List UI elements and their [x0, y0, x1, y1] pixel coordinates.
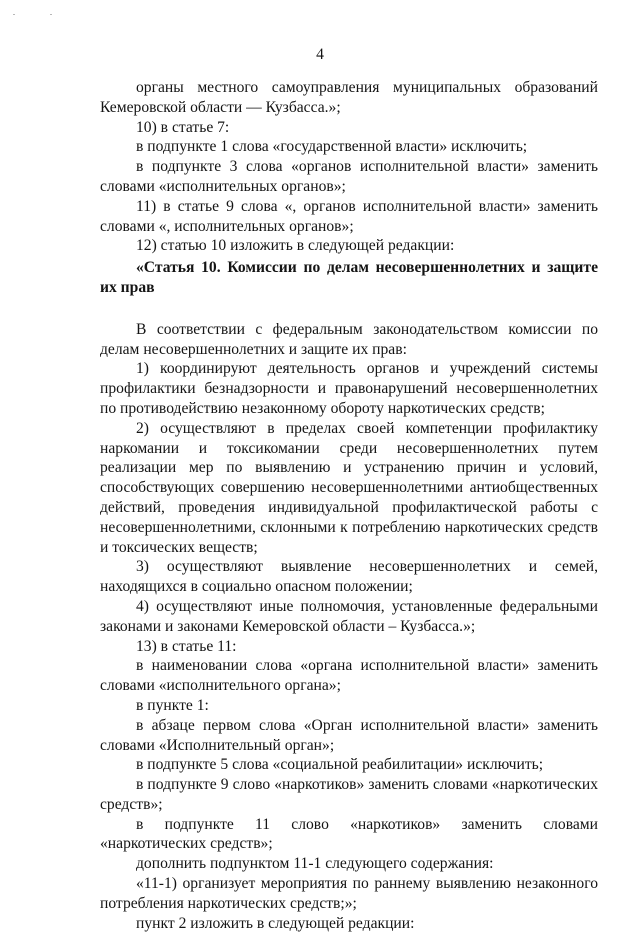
paragraph: в абзаце первом слова «Орган исполнительной власти» заменить словами «Исполнительный орган»;: [100, 716, 598, 754]
paragraph: 12) статью 10 изложить в следующей редакции:: [136, 237, 455, 255]
paragraph: пункт 2 изложить в следующей редакции:: [136, 914, 415, 932]
paragraph: 13) в статье 11:: [136, 637, 237, 655]
paragraph: 3) осуществляют выявление несовершеннолетних и семей, находящихся в социально опасном положении;: [100, 558, 598, 596]
paragraph: 4) осуществляют иные полномочия, установленные федеральными законами и законами Кемеровской области – Кузбасса.»;: [100, 597, 598, 635]
paragraph: в подпункте 11 слово «наркотиков» заменить словами «наркотических средств»;: [100, 815, 598, 853]
paragraph: в подпункте 1 слова «государственной власти» исключить;: [136, 138, 528, 156]
paragraph: в пункте 1:: [136, 696, 209, 714]
paragraph: 2) осуществляют в пределах своей компетенции профилактику наркомании и токсикомании среди несовершеннолетних путем реализации мер по выявлению и устранению причин и условий, способствующих совершению несовершеннолетними антиобщественных действий, проведения индивидуальной профилактической работы с несовершеннолетними, склонными к потреблению наркотических средств и токсических веществ;: [100, 419, 598, 556]
paragraph: в наименовании слова «органа исполнительной власти» заменить словами «исполнительного органа»;: [100, 657, 598, 695]
paragraph: 10) в статье 7:: [136, 118, 230, 136]
document-body: [100, 78, 598, 933]
paragraph: «11-1) организует мероприятия по раннему выявлению незаконного потребления наркотических средств;»;: [100, 875, 598, 912]
paragraph: органы местного самоуправления муниципальных образований Кемеровской области — Кузбасса.»;: [100, 79, 598, 116]
paragraph: в подпункте 9 слово «наркотиков» заменить словами «наркотических средств»;: [100, 776, 598, 813]
article-heading: «Статья 10. Комиссии по делам несовершеннолетних и защите их прав: [100, 259, 598, 296]
scan-speck: [50, 14, 52, 15]
page-number: 4: [316, 46, 324, 63]
scan-speck: [13, 14, 15, 15]
paragraph: 11) в статье 9 слова «, органов исполнительной власти» заменить словами «, исполнительных органов»;: [100, 197, 598, 235]
paragraph: в подпункте 3 слова «органов исполнительной власти» заменить словами «исполнительных органов»;: [100, 158, 598, 195]
paragraph: В соответствии с федеральным законодательством комиссии по делам несовершеннолетних и защите их прав:: [100, 320, 598, 358]
paragraph: 1) координируют деятельность органов и учреждений системы профилактики безнадзорности и правонарушений несовершеннолетних по противодействию незаконному обороту наркотических средств;: [100, 360, 598, 417]
paragraph: дополнить подпунктом 11-1 следующего содержания:: [136, 855, 494, 873]
paragraph: в подпункте 5 слова «социальной реабилитации» исключить;: [136, 756, 544, 774]
